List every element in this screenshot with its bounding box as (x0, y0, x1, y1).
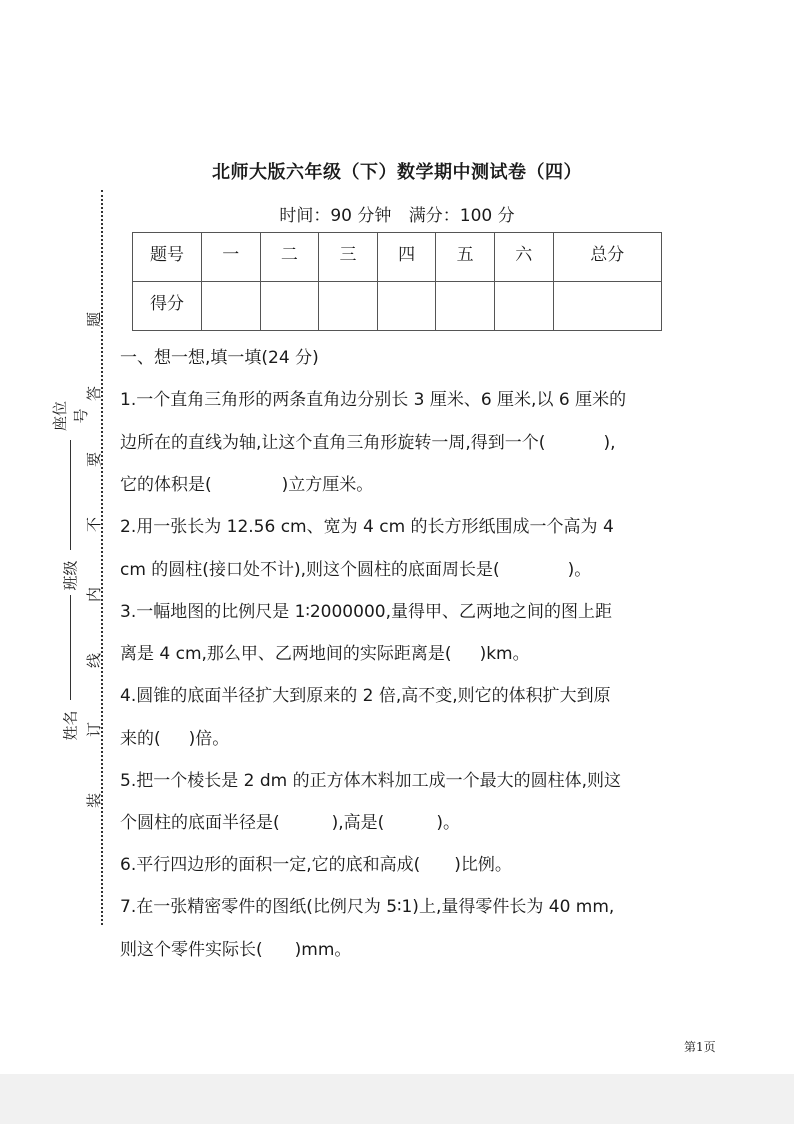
q5-line-2-text: 个圆柱的底面半径是( (120, 813, 280, 833)
binding-char-bu: 不 (85, 516, 104, 533)
page-number: 第1页 (684, 1040, 716, 1054)
score-cell-2[interactable] (260, 282, 319, 331)
binding-char-ding: 订 (85, 721, 104, 738)
score-table-header-row (133, 233, 662, 282)
q5-line-1: 5.把一个棱长是 2 dm 的正方体木料加工成一个最大的圆柱体,则这 (120, 771, 622, 791)
q1-line-2-text: 边所在的直线为轴,让这个直角三角形旋转一周,得到一个( (120, 433, 546, 453)
q4-line-2 (120, 724, 229, 749)
q3-line-2-end: )km。 (479, 644, 530, 664)
q3-line-1: 3.一幅地图的比例尺是 1∶2000000,量得甲、乙两地之间的图上距 (120, 602, 612, 622)
binding-char-nei: 内 (85, 586, 104, 603)
q1-line-3-text: 它的体积是( (120, 475, 212, 495)
q1-line-3-end: )立方厘米。 (281, 475, 374, 495)
score-table (132, 232, 662, 331)
score-cell-6[interactable] (494, 282, 553, 331)
q4-line-1: 4.圆锥的底面半径扩大到原来的 2 倍,高不变,则它的体积扩大到原 (120, 686, 611, 706)
header-part-2: 二 (260, 233, 319, 282)
header-total: 总分 (553, 233, 661, 282)
seat-number-underline (70, 440, 71, 550)
q7-line-1: 7.在一张精密零件的图纸(比例尺为 5∶1)上,量得零件长为 40 mm, (120, 897, 615, 917)
q2-line-2 (120, 555, 591, 580)
exam-title: 北师大版六年级（下）数学期中测试卷（四） (212, 162, 582, 183)
score-cell-4[interactable] (377, 282, 436, 331)
header-part-6: 六 (494, 233, 553, 282)
q2-line-2-text: cm 的圆柱(接口处不计),则这个圆柱的底面周长是( (120, 560, 500, 580)
q6-end: )比例。 (454, 855, 512, 875)
binding-char-da: 答 (85, 385, 104, 402)
score-row-label: 得分 (133, 282, 202, 331)
q7-line-2-end: )mm。 (294, 940, 352, 960)
q2-line-1: 2.用一张长为 12.56 cm、宽为 4 cm 的长方形纸围成一个高为 4 (120, 517, 614, 537)
score-table-score-row (133, 282, 662, 331)
q1-line-2 (120, 428, 616, 453)
score-cell-3[interactable] (319, 282, 378, 331)
q1-line-3 (120, 470, 373, 495)
q7-line-2-text: 则这个零件实际长( (120, 940, 263, 960)
q1-line-1: 1.一个直角三角形的两条直角边分别长 3 厘米、6 厘米,以 6 厘米的 (120, 390, 627, 410)
time-label: 时间：90 分钟 (279, 206, 392, 226)
score-cell-5[interactable] (436, 282, 495, 331)
binding-dotted-line (101, 190, 103, 925)
binding-char-ti: 题 (85, 311, 104, 328)
q3-line-2 (120, 639, 530, 664)
q3-line-2-text: 离是 4 cm,那么甲、乙两地间的实际距离是( (120, 644, 452, 664)
q5-line-2-mid: ),高是( (331, 813, 385, 833)
q4-line-2-end: )倍。 (188, 729, 230, 749)
name-label: 姓名 (61, 710, 80, 741)
full-score-label: 满分：100 分 (408, 206, 515, 226)
section-1-title: 一、想一想,填一填(24 分) (120, 348, 319, 368)
q7-line-2 (120, 935, 351, 960)
header-question-number: 题号 (133, 233, 202, 282)
class-label: 班级 (61, 560, 80, 591)
q5-line-2-end: )。 (436, 813, 460, 833)
seat-number-label: 座位号 (51, 401, 90, 432)
exam-subtitle (0, 201, 794, 226)
q4-line-2-text: 来的( (120, 729, 161, 749)
header-part-5: 五 (436, 233, 495, 282)
q6-text: 6.平行四边形的面积一定,它的底和高成( (120, 855, 421, 875)
q1-line-2-end: ), (603, 433, 616, 453)
q6-line (120, 850, 512, 875)
class-underline (70, 595, 71, 700)
header-part-3: 三 (319, 233, 378, 282)
binding-char-zhuang: 装 (85, 792, 104, 809)
binding-char-xian: 线 (85, 652, 104, 669)
score-cell-total[interactable] (553, 282, 661, 331)
page-bottom-margin (0, 1074, 794, 1124)
score-cell-1[interactable] (202, 282, 261, 331)
header-part-1: 一 (202, 233, 261, 282)
binding-char-yao: 要 (85, 451, 104, 468)
q5-line-2 (120, 808, 460, 833)
q2-line-2-end: )。 (567, 560, 592, 580)
header-part-4: 四 (377, 233, 436, 282)
